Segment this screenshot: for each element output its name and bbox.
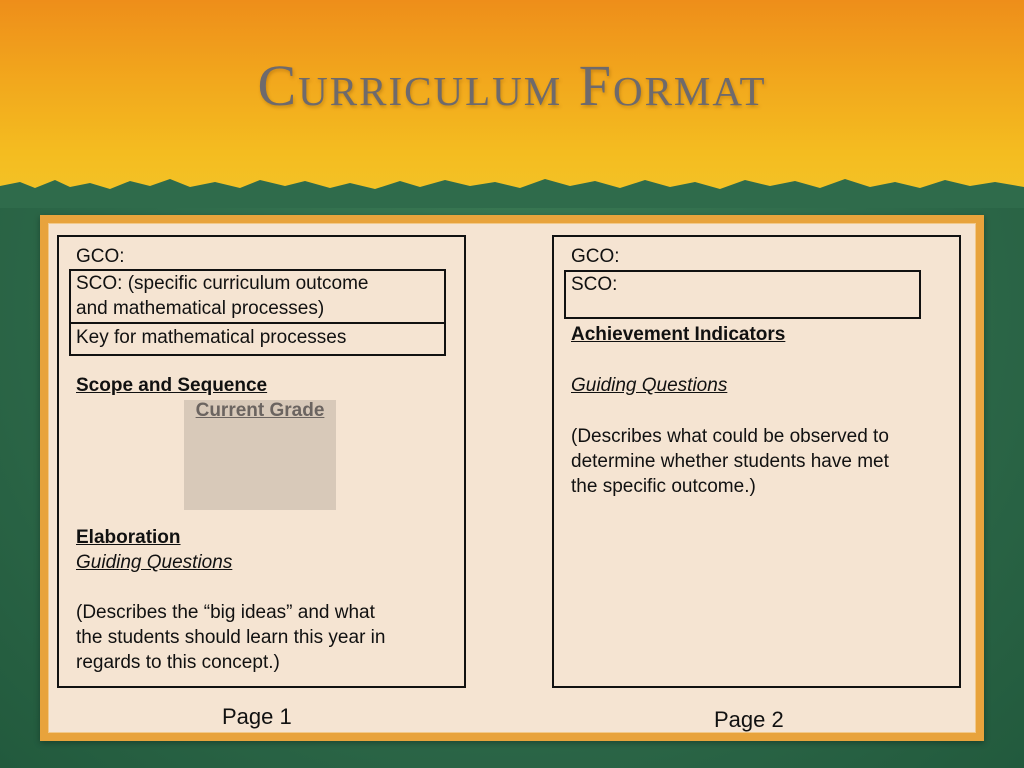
- page1-gco: GCO:: [76, 246, 125, 267]
- slide-title: Curriculum Format: [257, 53, 767, 118]
- page1-desc-line2: the students should learn this year in: [76, 627, 386, 648]
- scope-sequence-heading: Scope and Sequence: [76, 375, 268, 396]
- current-grade-box: [184, 400, 336, 510]
- achievement-indicators-heading: Achievement Indicators: [571, 324, 786, 345]
- page1-key: Key for mathematical processes: [76, 327, 347, 348]
- page1-sco-line2: and mathematical processes): [76, 298, 325, 319]
- current-grade-label: Current Grade: [195, 400, 325, 421]
- elaboration-heading: Elaboration: [76, 527, 181, 548]
- page-1-label: Page 1: [222, 704, 292, 729]
- slide-image-frame: [40, 215, 984, 741]
- page2-desc-line2: determine whether students have met: [571, 451, 889, 472]
- page-2-label: Page 2: [714, 707, 784, 732]
- page1-desc-line1: (Describes the “big ideas” and what: [76, 602, 375, 623]
- page1-sco-box: [69, 269, 446, 324]
- page-1-box: [57, 235, 466, 688]
- page1-sco-line1: SCO: (specific curriculum outcome: [76, 273, 369, 294]
- page2-gco: GCO:: [571, 246, 620, 267]
- page-2-box: [552, 235, 961, 688]
- page1-key-box: [69, 322, 446, 356]
- page2-desc-line3: the specific outcome.): [571, 476, 756, 497]
- page2-sco: SCO:: [571, 274, 618, 295]
- page1-guiding-questions: Guiding Questions: [76, 552, 233, 573]
- page1-desc-line3: regards to this concept.): [76, 652, 280, 673]
- page2-desc-line1: (Describes what could be observed to: [571, 426, 889, 447]
- page2-sco-box: [564, 270, 921, 319]
- page2-guiding-questions: Guiding Questions: [571, 375, 728, 396]
- torn-paper-edge: [0, 168, 1024, 208]
